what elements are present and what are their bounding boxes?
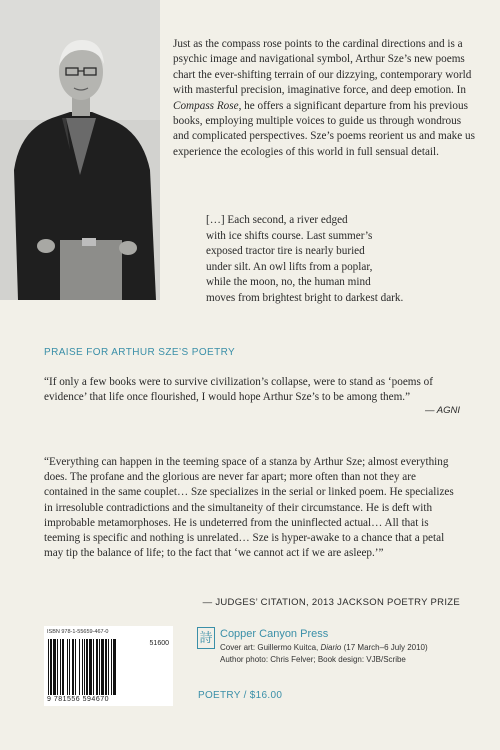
poem-excerpt bbox=[206, 213, 476, 307]
isbn-label: ISBN 978-1-55659-467-0 bbox=[47, 629, 109, 635]
barcode-bar bbox=[82, 639, 83, 695]
credit-text: Cover art: Guillermo Kuitca, bbox=[220, 643, 321, 652]
barcode-bar bbox=[48, 639, 49, 695]
barcode-bar bbox=[53, 639, 56, 695]
photo-design-credit: Author photo: Chris Felver; Book design: VJB/Scribe bbox=[220, 655, 406, 664]
praise-quote: “Everything can happen in the teeming space of a stanza by Arthur Sze; almost everything does. The profane and the glorious are never far apart; more often than not they are contained in the same couplet… Sze specializes in the serial or linked poem. He specializes in irresoluble contradictions and the simultaneity of their circumstance. He is deft with improbable metamorphoses. He is undeterred from the uninflected actual… All that is teeming is specific and nothing is unrelated… Sze is hyper-awake to a chance that a petal may tip the balance of life; to the fact that ‘we cannot act if we are asleep.’” bbox=[44, 456, 454, 560]
barcode-bars bbox=[48, 639, 144, 695]
barcode-bar bbox=[111, 639, 112, 695]
author-photo bbox=[0, 0, 160, 300]
publisher-name: Copper Canyon Press bbox=[220, 628, 329, 640]
praise-quote: “If only a few books were to survive civilization’s collapse, were to stand as ‘poems of evidence’ that life once flourished, I would hope Arthur Sze’s to be among them.” bbox=[44, 376, 433, 404]
price-code: 51600 bbox=[149, 640, 169, 647]
barcode-bar bbox=[72, 639, 74, 695]
barcode-bar bbox=[79, 639, 80, 695]
poem-line: exposed tractor tire is nearly buried bbox=[206, 245, 365, 258]
publisher-logo-icon: 詩 bbox=[197, 627, 215, 649]
description-text: Just as the compass rose points to the cardinal directions and is a psychic image and navigational symbol, Arthur Sze’s new poems chart the ever-shifting terrain of our dizzying, contemporary world with masterful precision, imaginative force, and deep emotion. In bbox=[173, 38, 472, 97]
category-price: POETRY / $16.00 bbox=[198, 690, 283, 701]
poem-line: while the moon, no, the human mind bbox=[206, 276, 371, 289]
description-text: , he offers a significant departure from his previous books, employing multiple voices to guide us through wondrous and complicated perspectives. Sze’s poems reorient us and make us experience the ecologies of this world in full sensual detail. bbox=[173, 99, 475, 158]
poem-line: moves from brightest bright to darkest dark. bbox=[206, 291, 404, 304]
barcode-number: 9 781556 594670 bbox=[47, 696, 109, 703]
quote-attribution: — JUDGES’ CITATION, 2013 JACKSON POETRY PRIZE bbox=[202, 597, 460, 608]
barcode-bar bbox=[113, 639, 116, 695]
barcode-bar bbox=[96, 639, 98, 695]
credit-text: (17 March–6 July 2010) bbox=[341, 643, 428, 652]
book-title: Compass Rose bbox=[173, 99, 239, 112]
barcode-bar bbox=[105, 639, 107, 695]
barcode-bar bbox=[108, 639, 109, 695]
barcode bbox=[44, 626, 173, 706]
barcode-bar bbox=[60, 639, 61, 695]
quote-attribution: — AGNI bbox=[424, 405, 460, 416]
artwork-title: Diario bbox=[320, 643, 342, 652]
barcode-bar bbox=[57, 639, 58, 695]
book-description bbox=[173, 37, 478, 160]
barcode-bar bbox=[99, 639, 100, 695]
barcode-bar bbox=[69, 639, 70, 695]
barcode-bar bbox=[93, 639, 94, 695]
barcode-bar bbox=[86, 639, 88, 695]
praise-heading: PRAISE FOR ARTHUR SZE’S POETRY bbox=[44, 347, 236, 358]
barcode-bar bbox=[75, 639, 76, 695]
cover-art-credit bbox=[220, 643, 428, 652]
poem-line: […] Each second, a river edged bbox=[206, 214, 348, 226]
poem-line: under silt. An owl lifts from a poplar, bbox=[206, 260, 373, 273]
barcode-bar bbox=[50, 639, 52, 695]
barcode-bar bbox=[101, 639, 104, 695]
barcode-bar bbox=[67, 639, 68, 695]
barcode-bar bbox=[62, 639, 64, 695]
barcode-bar bbox=[84, 639, 85, 695]
barcode-bar bbox=[89, 639, 92, 695]
poem-line: with ice shifts course. Last summer’s bbox=[206, 229, 373, 242]
